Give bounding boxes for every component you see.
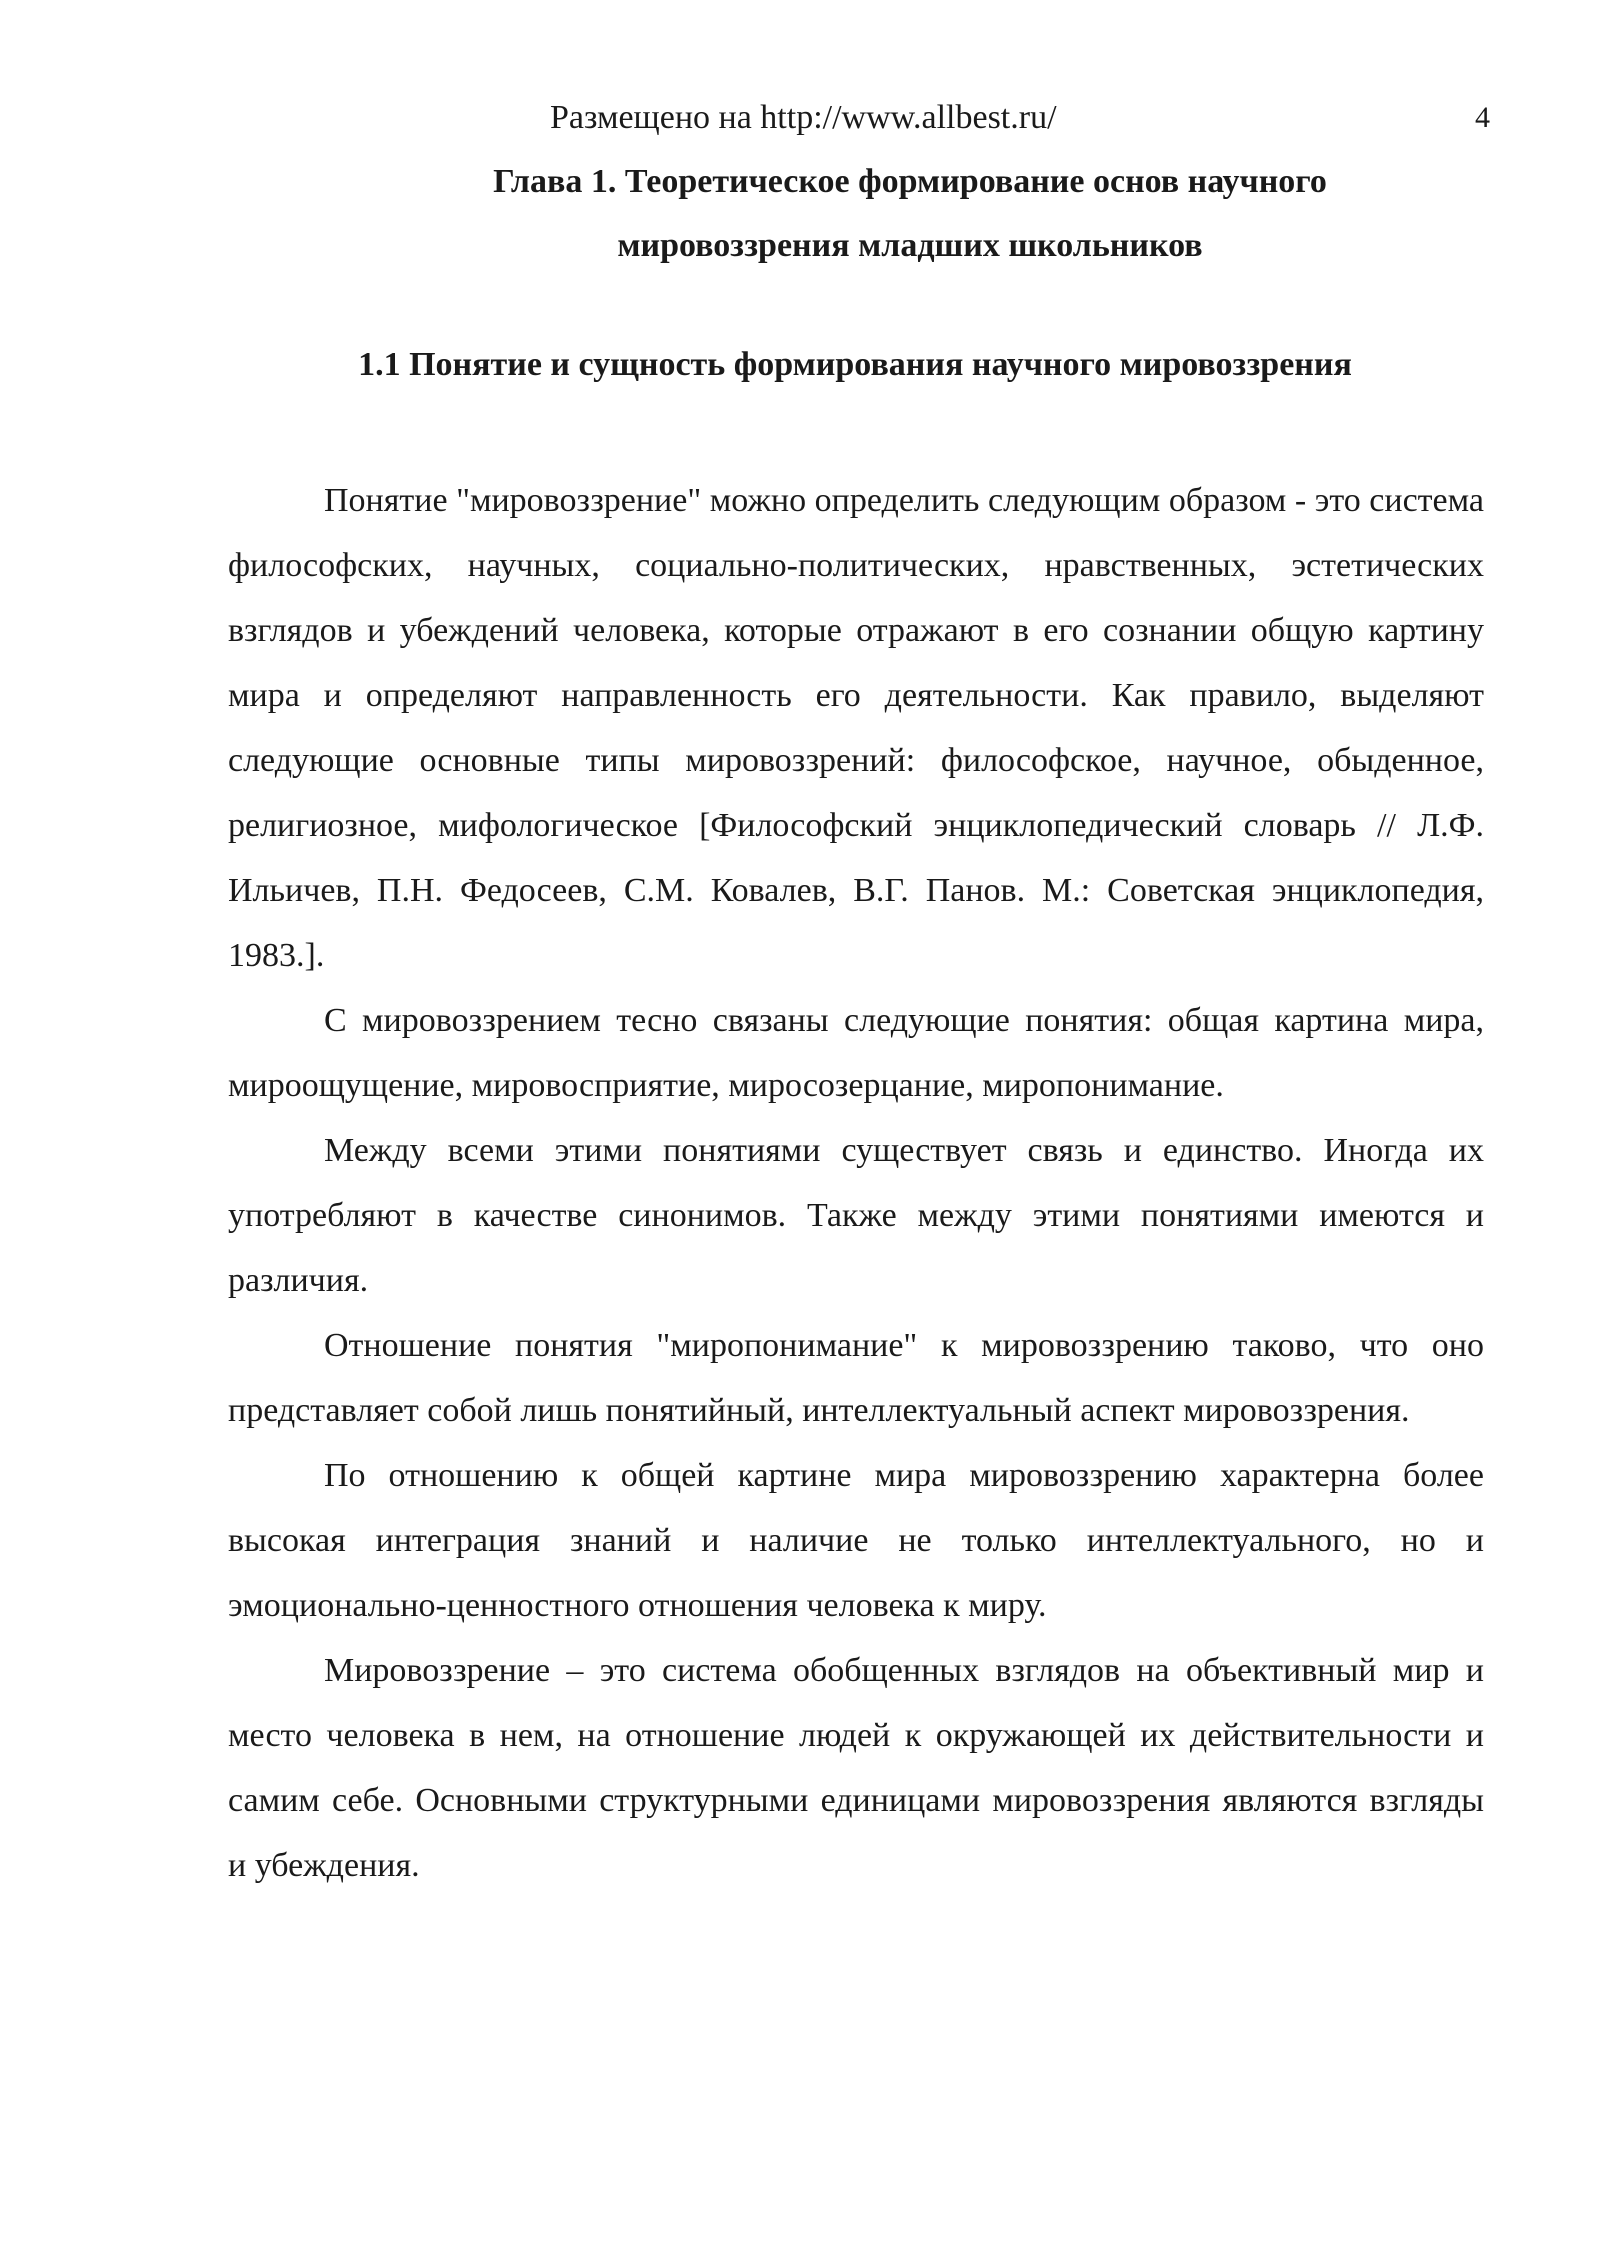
paragraph-unity: Между всеми этими понятиями существует связь и единство. Иногда их употребляют в качестве синонимов. Также между этими понятиями имеются и различия. — [228, 1132, 1484, 1299]
section-title: 1.1 Понятие и сущность формирования научного мировоззрения — [358, 346, 1352, 383]
paragraph-related-concepts: С мировоззрением тесно связаны следующие понятия: общая картина мира, мироощущение, мировосприятие, миросозерцание, миропонимание. — [228, 1002, 1484, 1104]
paragraph-worldview-system: Мировоззрение – это система обобщенных взглядов на объективный мир и место человека в нем, на отношение людей к окружающей их действительности и самим себе. Основными структурными единицами мировоззрения являются взгляды и убеждения. — [228, 1652, 1484, 1884]
paragraph-world-picture: По отношению к общей картине мира мировоззрению характерна более высокая интеграция знаний и наличие не только интеллектуального, но и эмоционально-ценностного отношения человека к миру. — [228, 1457, 1484, 1624]
chapter-title: Глава 1. Теоретическое формирование основ научного мировоззрения младших школьников — [493, 163, 1327, 264]
paragraph-definition: Понятие "мировоззрение" можно определить следующим образом - это система философских, научных, социально-политических, нравственных, эстетических взглядов и убеждений человека, которые отражают в его сознании общую картину мира и определяют направленность его деятельности. Как правило, выделяют следующие основные типы мировоззрений: философское, научное, обыденное, религиозное, мифологическое [Философский энциклопедический словарь // Л.Ф. Ильичев, П.Н. Федосеев, С.М. Ковалев, В.Г. Панов. М.: Советская энциклопедия, 1983.]. — [228, 482, 1484, 974]
page-number: 4 — [1475, 101, 1490, 134]
body-text — [228, 468, 1484, 1898]
paragraph-understanding: Отношение понятия "миропонимание" к мировоззрению таково, что оно представляет собой лишь понятийный, интеллектуальный аспект мировоззрения. — [228, 1327, 1484, 1429]
source-header: Размещено на http://www.allbest.ru/ — [550, 99, 1057, 136]
